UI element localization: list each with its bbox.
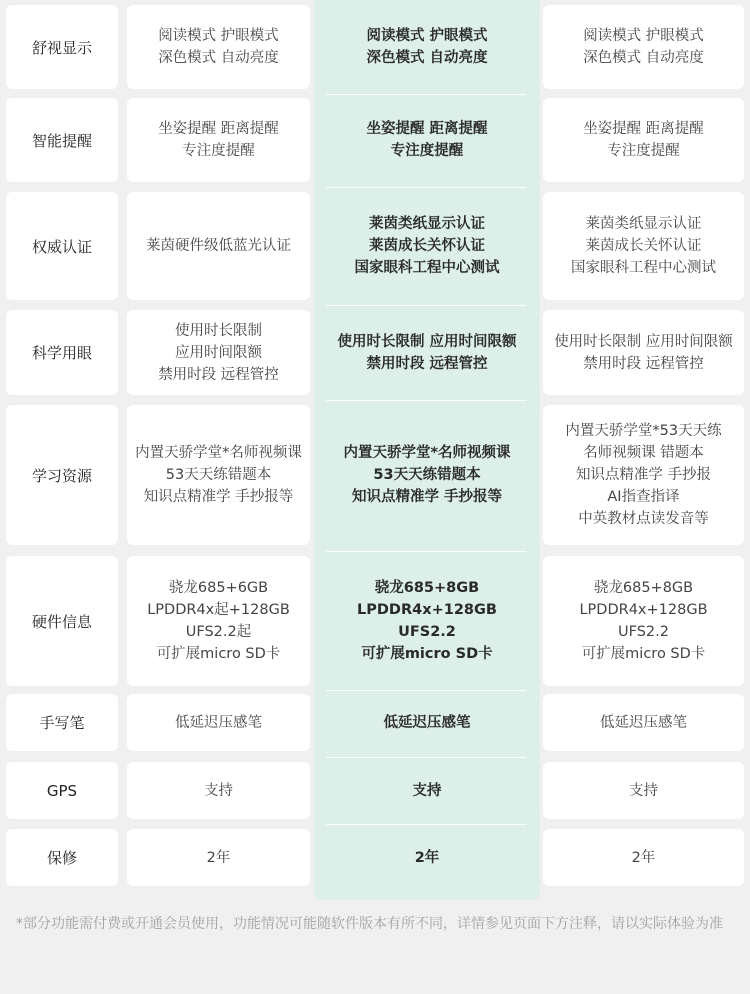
cell-c2: [320, 310, 534, 395]
cell-line: 国家眼科工程中心测试: [571, 260, 716, 276]
cell-line: 支持: [204, 782, 233, 799]
cell-line: 坐姿提醒 距离提醒: [158, 121, 279, 137]
row-divider: [326, 690, 526, 691]
cell-c3: [543, 829, 744, 886]
cell-line: 支持: [412, 782, 442, 799]
cell-line: 使用时长限制: [174, 322, 262, 339]
cell-line: 可扩展micro SD卡: [581, 646, 706, 662]
cell-c3: [543, 405, 744, 545]
cell-c1: [127, 98, 310, 182]
row-label: 硬件信息: [6, 556, 118, 686]
table-row: [0, 405, 750, 545]
row-label: 科学用眼: [6, 310, 118, 395]
row-divider: [326, 187, 526, 188]
cell-line: 莱茵硬件级低蓝光认证: [146, 238, 291, 254]
cell-line: LPDDR4x+128GB: [579, 602, 708, 618]
cell-line: 莱茵类纸显示认证: [369, 216, 485, 232]
cell-line: 2年: [414, 849, 440, 866]
table-row: [0, 762, 750, 819]
cell-c1: [127, 405, 310, 545]
row-divider: [326, 757, 526, 758]
cell-line: 深色模式 自动亮度: [366, 50, 488, 66]
cell-c3: [543, 694, 744, 751]
cell-line: LPDDR4x起+128GB: [147, 602, 290, 618]
cell-line: 53天天练错题本: [373, 467, 481, 483]
row-divider: [326, 305, 526, 306]
row-divider: [326, 400, 526, 401]
cell-line: 53天天练错题本: [165, 467, 272, 483]
cell-line: 阅读模式 护眼模式: [583, 28, 704, 44]
cell-line: 知识点精准学 手抄报: [575, 467, 712, 483]
cell-line: 专注度提醒: [182, 143, 255, 159]
row-label: 舒视显示: [6, 5, 118, 89]
cell-line: 坐姿提醒 距离提醒: [583, 121, 704, 137]
cell-line: 坐姿提醒 距离提醒: [366, 121, 488, 137]
table-row: [0, 5, 750, 89]
cell-c3: [543, 5, 744, 89]
row-label: 智能提醒: [6, 98, 118, 182]
row-label: 权威认证: [6, 192, 118, 300]
cell-line: 阅读模式 护眼模式: [158, 28, 279, 44]
cell-line: 专注度提醒: [607, 143, 680, 159]
cell-line: 2年: [631, 849, 656, 866]
cell-c1: [127, 829, 310, 886]
cell-line: 禁用时段 远程管控: [583, 355, 704, 372]
cell-line: 禁用时段 远程管控: [366, 355, 488, 372]
cell-c1: [127, 310, 310, 395]
cell-line: 2年: [206, 849, 231, 866]
cell-c2: [320, 556, 534, 686]
cell-line: 骁龙685+8GB: [374, 580, 480, 596]
cell-line: 专注度提醒: [390, 143, 464, 159]
cell-c2: [320, 98, 534, 182]
cell-line: 可扩展micro SD卡: [361, 646, 493, 662]
cell-line: UFS2.2: [398, 624, 456, 640]
cell-line: 低延迟压感笔: [175, 714, 262, 731]
cell-line: 骁龙685+8GB: [593, 580, 694, 596]
cell-line: 内置天骄学堂*名师视频课: [135, 445, 302, 461]
cell-line: 知识点精准学 手抄报等: [143, 489, 294, 505]
table-row: [0, 192, 750, 300]
cell-line: AI指查指译: [607, 489, 680, 505]
table-row: [0, 829, 750, 886]
cell-line: 知识点精准学 手抄报等: [351, 489, 503, 505]
cell-line: 使用时长限制 应用时间限额: [337, 333, 517, 350]
cell-line: 使用时长限制 应用时间限额: [554, 333, 733, 350]
cell-line: 骁龙685+6GB: [168, 580, 269, 596]
row-label: GPS: [6, 762, 118, 819]
cell-line: 应用时间限额: [174, 344, 262, 361]
cell-line: 莱茵成长关怀认证: [585, 238, 702, 254]
cell-c3: [543, 192, 744, 300]
cell-line: 莱茵类纸显示认证: [585, 216, 702, 232]
cell-c1: [127, 192, 310, 300]
cell-c2: [320, 192, 534, 300]
cell-line: 内置天骄学堂*名师视频课: [343, 445, 511, 461]
table-row: [0, 694, 750, 751]
cell-c1: [127, 5, 310, 89]
cell-line: 国家眼科工程中心测试: [354, 260, 500, 276]
cell-c3: [543, 98, 744, 182]
cell-line: LPDDR4x+128GB: [357, 602, 497, 618]
cell-line: UFS2.2起: [185, 624, 252, 640]
table-row: [0, 98, 750, 182]
cell-line: 深色模式 自动亮度: [583, 50, 704, 66]
row-divider: [326, 824, 526, 825]
footnote: *部分功能需付费或开通会员使用，功能情况可能随软件版本有所不同，详情参见页面下方注释，请以实际体验为准: [16, 916, 723, 932]
cell-line: 低延迟压感笔: [600, 714, 687, 731]
cell-c3: [543, 310, 744, 395]
row-label: 手写笔: [6, 694, 118, 751]
row-label: 保修: [6, 829, 118, 886]
cell-line: 莱茵成长关怀认证: [369, 238, 485, 254]
row-label: 学习资源: [6, 405, 118, 545]
cell-line: 内置天骄学堂*53天天练: [565, 423, 722, 439]
cell-c1: [127, 556, 310, 686]
cell-line: 深色模式 自动亮度: [158, 50, 279, 66]
cell-c2: [320, 762, 534, 819]
cell-c1: [127, 762, 310, 819]
cell-c3: [543, 556, 744, 686]
cell-c2: [320, 405, 534, 545]
cell-c1: [127, 694, 310, 751]
table-row: [0, 310, 750, 395]
cell-c2: [320, 694, 534, 751]
table-row: [0, 556, 750, 686]
row-divider: [326, 94, 526, 95]
cell-line: 中英教材点读发音等: [578, 511, 709, 527]
cell-c2: [320, 5, 534, 89]
cell-line: 禁用时段 远程管控: [158, 366, 279, 383]
cell-line: 名师视频课 错题本: [583, 445, 704, 461]
cell-line: 低延迟压感笔: [383, 714, 471, 731]
cell-c3: [543, 762, 744, 819]
cell-line: 可扩展micro SD卡: [156, 646, 281, 662]
cell-line: UFS2.2: [618, 624, 669, 640]
row-divider: [326, 551, 526, 552]
cell-c2: [320, 829, 534, 886]
cell-line: 支持: [629, 782, 658, 799]
cell-line: 阅读模式 护眼模式: [366, 28, 488, 44]
